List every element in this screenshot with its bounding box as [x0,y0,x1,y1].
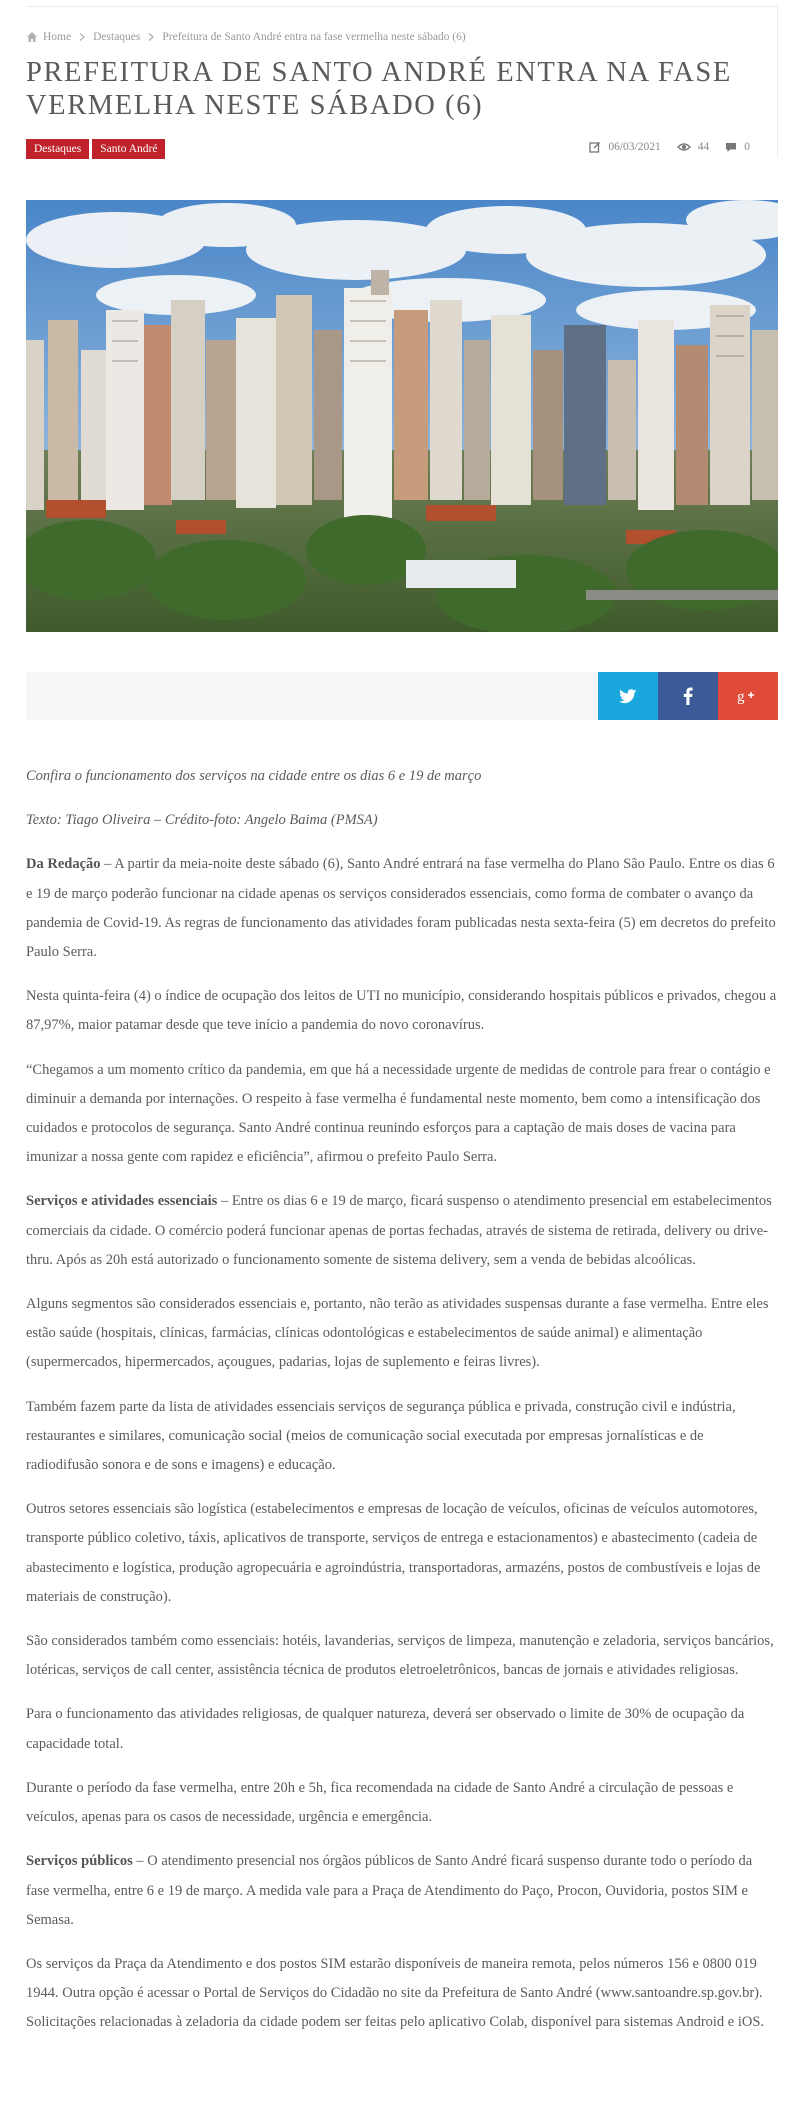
paragraph-lead-bold: Serviços e atividades essenciais [26,1193,218,1210]
post-views [677,141,710,153]
twitter-icon [619,689,637,704]
breadcrumb-category-link[interactable]: Destaques [93,31,141,43]
breadcrumb-home-link[interactable]: Home [43,31,72,43]
article-meta [26,139,750,161]
share-twitter-button[interactable] [598,672,658,720]
article-hero-image [26,200,778,632]
google-plus-icon [737,688,759,704]
article-title: PREFEITURA DE SANTO ANDRÉ ENTRA NA FASE VERMELHA NESTE SÁBADO (6) [26,57,732,121]
paragraph: “Chegamos a um momento crítico da pandemia, em que há a necessidade urgente de medidas de controle para frear o contágio e diminuir a demanda por internações. O respeito à fase vermelha é fundamental neste momento, bem como a intensificação dos cuidados e protocolos de segurança. Santo André continua reunindo esforços para a captação de mais doses de vacina para imunizar a nossa gente com rapidez e eficiência”, afirmou o prefeito Paulo Serra. [26,1061,771,1166]
breadcrumb [26,28,466,46]
edit-calendar-icon [589,141,601,153]
paragraph: Nesta quinta-feira (4) o índice de ocupação dos leitos de UTI no município, considerando hospitais públicos e privados, chegou a 87,97%, maior patamar desde que teve início a pandemia do novo coronavírus. [26,988,777,1034]
paragraph: Durante o período da fase vermelha, entre 20h e 5h, fica recomendada na cidade de Santo André a circulação de pessoas e veículos, apenas para os casos de necessidade, urgência e emergência. [26,1779,734,1826]
frame-right-border [777,6,778,158]
svg-text:g: g [737,689,745,704]
post-date [589,141,660,153]
tag-list [26,139,165,159]
post-comments[interactable] [725,141,750,153]
share-google-plus-button[interactable] [718,672,778,720]
paragraph-text: – Entre os dias 6 e 19 de março, ficará suspenso o atendimento presencial em estabelecimentos comerciais da cidade. O comércio poderá funcionar apenas de portas fechadas, através de sistema de retirada, delivery ou drive-thru. Após as 20h está autorizado o funcionamento somente de sistema delivery, sem a venda de bebidas alcoólicas. [26,1193,772,1268]
paragraph-text: – O atendimento presencial nos órgãos públicos de Santo André ficará suspenso durante todo o período da fase vermelha, entre 6 e 19 de março. A medida vale para a Praça de Atendimento do Paço, Procon, Ouvidoria, postos SIM e Semasa. [26,1853,753,1928]
paragraph [26,1187,778,1275]
share-facebook-button[interactable] [658,672,718,720]
eye-icon [677,142,691,152]
post-date-value: 06/03/2021 [608,141,661,153]
home-icon [26,31,38,43]
comment-icon [725,142,737,153]
tag-destaques[interactable]: Destaques [26,139,89,159]
frame-top-border [26,6,778,7]
paragraph: Alguns segmentos são considerados essenciais e, portanto, não terão as atividades suspensas durante a fase vermelha. Entre eles estão saúde (hospitais, clínicas, farmácias, clínicas odontológicas e estabelecimentos de saúde animal) e alimentação (supermercados, hipermercados, açougues, padarias, lojas de suplemento e feiras livres). [26,1296,769,1371]
paragraph: Os serviços da Praça da Atendimento e dos postos SIM estarão disponíveis de maneira remota, pelos números 156 e 0800 019 1944. Outra opção é acessar o Portal de Serviços do Cidadão no site da Prefeitura de Santo André (www.santoandre.sp.gov.br). Solicitações relacionadas à zeladoria da cidade podem ser feitas pelo aplicativo Colab, disponível para sistemas Android e iOS. [26,1955,765,2031]
post-meta [573,141,750,153]
paragraph: Outros setores essenciais são logística (estabelecimentos e empresas de locação de veículos, oficinas de veículos automotores, transporte público coletivo, táxis, aplicativos de transporte, serviços de entrega e estacionamentos) e abastecimento (cadeia de abastecimento e logística, produção agropecuária e agroindústria, transportadoras, armazéns, postos de combustíveis e lojas de materiais de construção). [26,1501,761,1605]
article-lead: Confira o funcionamento dos serviços na cidade entre os dias 6 e 19 de março [26,768,482,784]
paragraph: São considerados também como essenciais: hotéis, lavanderias, serviços de limpeza, manutenção e zeladoria, serviços bancários, lotéricas, serviços de call center, assistência técnica de produtos eletroeletrônicos, bancas de jornais e atividades religiosas. [26,1633,774,1679]
paragraph-lead-bold: Serviços públicos [26,1853,133,1870]
paragraph-lead-bold: Da Redação [26,856,101,873]
share-bar [26,672,778,720]
breadcrumb-current: Prefeitura de Santo André entra na fase vermelha neste sábado (6) [162,31,466,43]
article-body [26,762,778,2053]
paragraph [26,1847,778,1935]
city-skyline-photo [26,200,778,632]
chevron-right-icon [146,32,156,42]
article-credit: Texto: Tiago Oliveira – Crédito-foto: Angelo Baima (PMSA) [26,812,378,829]
tag-santo-andre[interactable]: Santo André [92,139,165,159]
chevron-right-icon [77,32,87,42]
paragraph: Também fazem parte da lista de atividades essenciais serviços de segurança pública e privada, construção civil e indústria, restaurantes e similares, comunicação social (meios de comunicação social executada por empresas jornalísticas e de radiodifusão sonora e de sons e imagens) e educação. [26,1398,736,1474]
post-comments-value: 0 [744,141,750,153]
paragraph [26,850,778,967]
paragraph-text: – A partir da meia-noite deste sábado (6), Santo André entrará na fase vermelha do Plano São Paulo. Entre os dias 6 e 19 de março poderão funcionar na cidade apenas os serviços considerados essenciais, como forma de combater o avanço da pandemia de Covid-19. As regras de funcionamento das atividades foram publicadas nesta sexta-feira (5) em decretos do prefeito Paulo Serra. [26,856,776,961]
post-views-value: 44 [697,141,710,153]
paragraph: Para o funcionamento das atividades religiosas, de qualquer natureza, deverá ser observado o limite de 30% de ocupação da capacidade total. [26,1706,745,1752]
facebook-icon [683,687,693,705]
